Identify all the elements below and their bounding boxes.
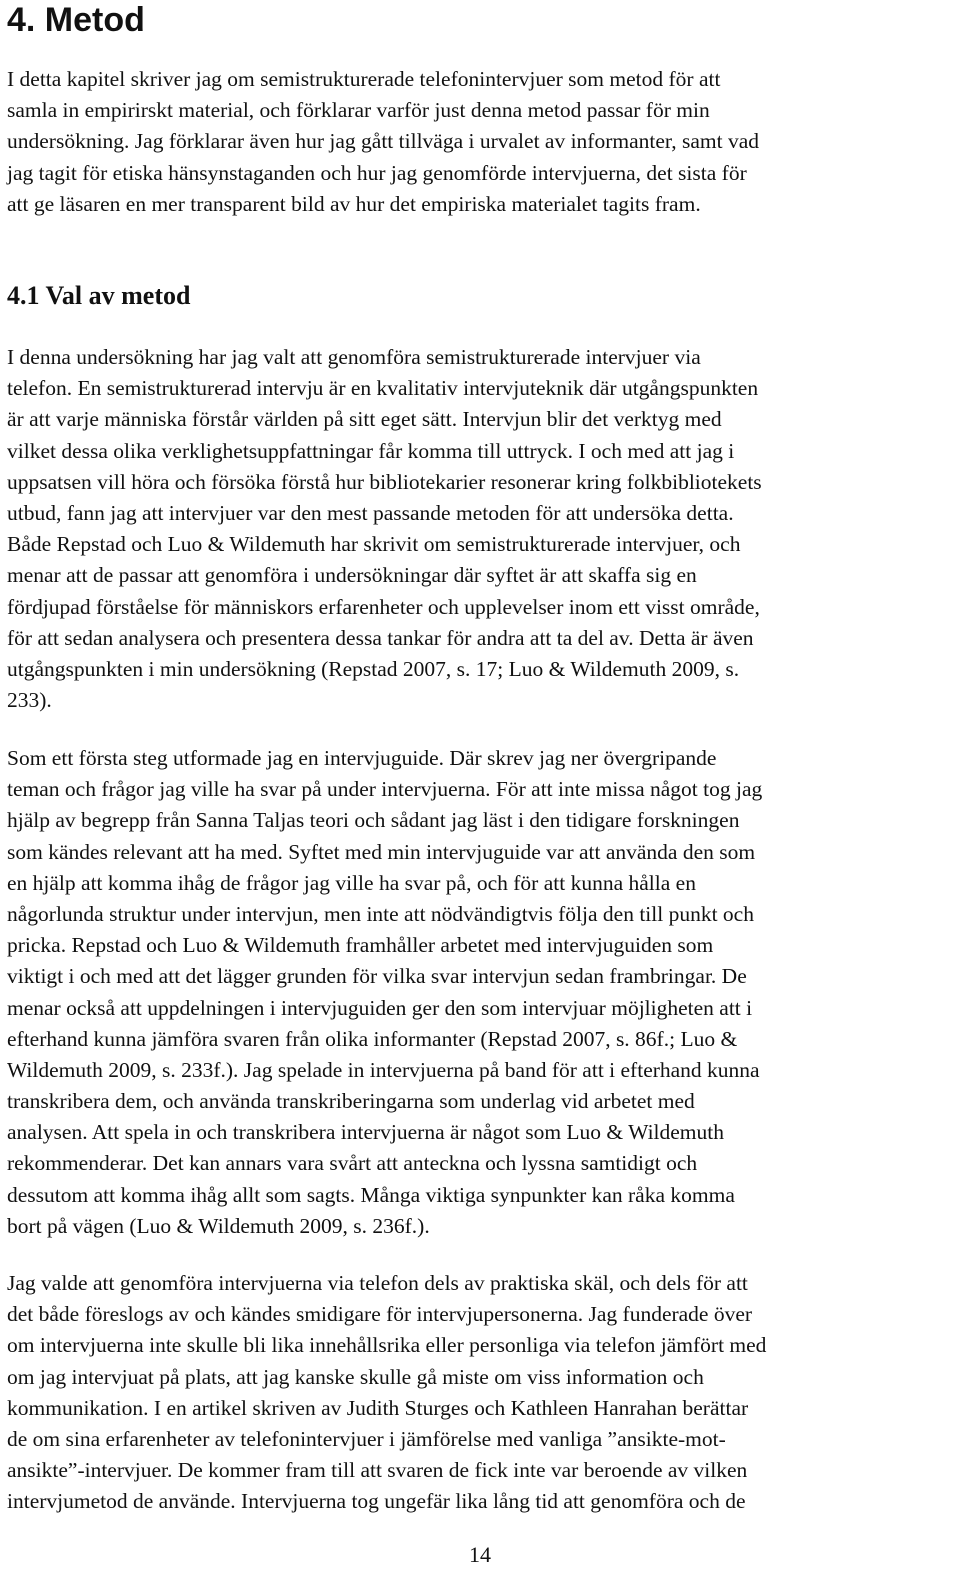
text-line: undersökning. Jag förklarar även hur jag gått tillväga i urvalet av informanter, samt vad [7,129,759,154]
text-line: analysen. Att spela in och transkribera intervjuerna är något som Luo & Wildemuth [7,1120,725,1145]
text-line: hjälp av begrepp från Sanna Taljas teori och sådant jag läst i den tidigare forskningen [7,808,740,833]
text-line: utgångspunkten i min undersökning (Repstad 2007, s. 17; Luo & Wildemuth 2009, s. [7,656,740,681]
text-line: som kändes relevant att ha med. Syftet med min intervjuguide var att använda den som [7,839,756,864]
text-line: fördjupad förståelse för människors erfarenheter och upplevelser inom ett visst område, [7,594,760,619]
text-line: vilket dessa olika verklighetsuppfattningar får komma till uttryck. I och med att jag i [7,438,735,463]
text-line: telefon. En semistrukturerad intervju är en kvalitativ intervjuteknik där utgångspunkten [7,376,759,401]
text-line: för att sedan analysera och presentera dessa tankar för andra att ta del av. Detta är även [7,625,754,650]
text-line: I detta kapitel skriver jag om semistrukturerade telefonintervjuer som metod för att [7,67,721,91]
text-line: menar också att uppdelningen i intervjuguiden ger den som intervjuar möjligheten att i [7,995,753,1020]
text-line: jag tagit för etiska hänsynstaganden och hur jag genomförde intervjuerna, det sista för [7,160,747,185]
text-line: är att varje människa förstår världen på sitt eget sätt. Intervjun blir det verktyg med [7,407,722,432]
text-line: viktigt i och med att det lägger grunden för vilka svar intervjun sedan frambringar. De [7,964,747,989]
text-line: rekommenderar. Det kan annars vara svårt att anteckna och lyssna samtidigt och [7,1151,698,1176]
method-choice-paragraph [7,342,952,716]
text-line: efterhand kunna jämföra svaren från olika informanter (Repstad 2007, s. 86f.; Luo & [7,1026,738,1051]
text-line: samla in empirirskt material, och förklarar varför just denna metod passar för min [7,98,710,123]
text-line: någorlunda struktur under intervjun, men inte att nödvändigtvis följa den till punkt och [7,901,754,926]
text-line: transkribera dem, och använda transkriberingarna som underlag vid arbetet med [7,1089,695,1114]
text-line: Både Repstad och Luo & Wildemuth har skrivit om semistrukturerade intervjuer, och [7,532,741,557]
section-heading: 4.1 Val av metod [7,281,191,310]
text-line: att ge läsaren en mer transparent bild av hur det empiriska materialet tagits fram. [7,191,701,216]
text-line: dessutom att komma ihåg allt som sagts. Många viktiga synpunkter kan råka komma [7,1182,735,1207]
text-line: en hjälp att komma ihåg de frågor jag ville ha svar på, och för att kunna hålla en [7,870,696,895]
text-line: ansikte”-intervjuer. De kommer fram till att svaren de fick inte var beroende av vilken [7,1458,748,1483]
text-line: menar att de passar att genomföra i undersökningar där syftet är att skaffa sig en [7,563,697,588]
text-line: kommunikation. I en artikel skriven av Judith Sturges och Kathleen Hanrahan berättar [7,1395,749,1420]
interview-guide-paragraph [7,743,952,1242]
text-line: Wildemuth 2009, s. 233f.). Jag spelade in intervjuerna på band för att i efterhand kunna [7,1057,760,1082]
text-line: utbud, fann jag att intervjuer var den mest passande metoden för att undersöka detta. [7,500,734,525]
text-line: de om sina erfarenheter av telefonintervjuer i jämförelse med vanliga ”ansikte-mot- [7,1426,726,1451]
text-line: I denna undersökning har jag valt att genomföra semistrukturerade intervjuer via [7,345,701,369]
text-line: 233). [7,688,52,713]
text-line: om jag intervjuat på plats, att jag kanske skulle gå miste om viss information och [7,1364,704,1389]
text-line: uppsatsen vill höra och försöka förstå hur bibliotekarier resonerar kring folkbibliotekets [7,469,762,494]
telephone-interview-paragraph [7,1268,952,1518]
text-line: Som ett första steg utformade jag en intervjuguide. Där skrev jag ner övergripande [7,746,717,770]
text-line: pricka. Repstad och Luo & Wildemuth framhåller arbetet med intervjuguiden som [7,933,714,958]
text-line: intervjumetod de använde. Intervjuerna tog ungefär lika lång tid att genomföra och de [7,1489,746,1514]
text-line: det både föreslogs av och kändes smidigare för intervjupersonerna. Jag funderade över [7,1302,753,1327]
intro-paragraph [7,64,952,220]
text-line: bort på vägen (Luo & Wildemuth 2009, s. 236f.). [7,1213,430,1238]
text-line: Jag valde att genomföra intervjuerna via telefon dels av praktiska skäl, och dels för att [7,1271,748,1295]
text-line: om intervjuerna inte skulle bli lika innehållsrika eller personliga via telefon jämfört med [7,1333,767,1358]
text-line: teman och frågor jag ville ha svar på under intervjuerna. För att inte missa något tog jag [7,777,763,802]
page-number: 14 [469,1542,491,1567]
chapter-heading: 4. Metod [7,1,145,39]
